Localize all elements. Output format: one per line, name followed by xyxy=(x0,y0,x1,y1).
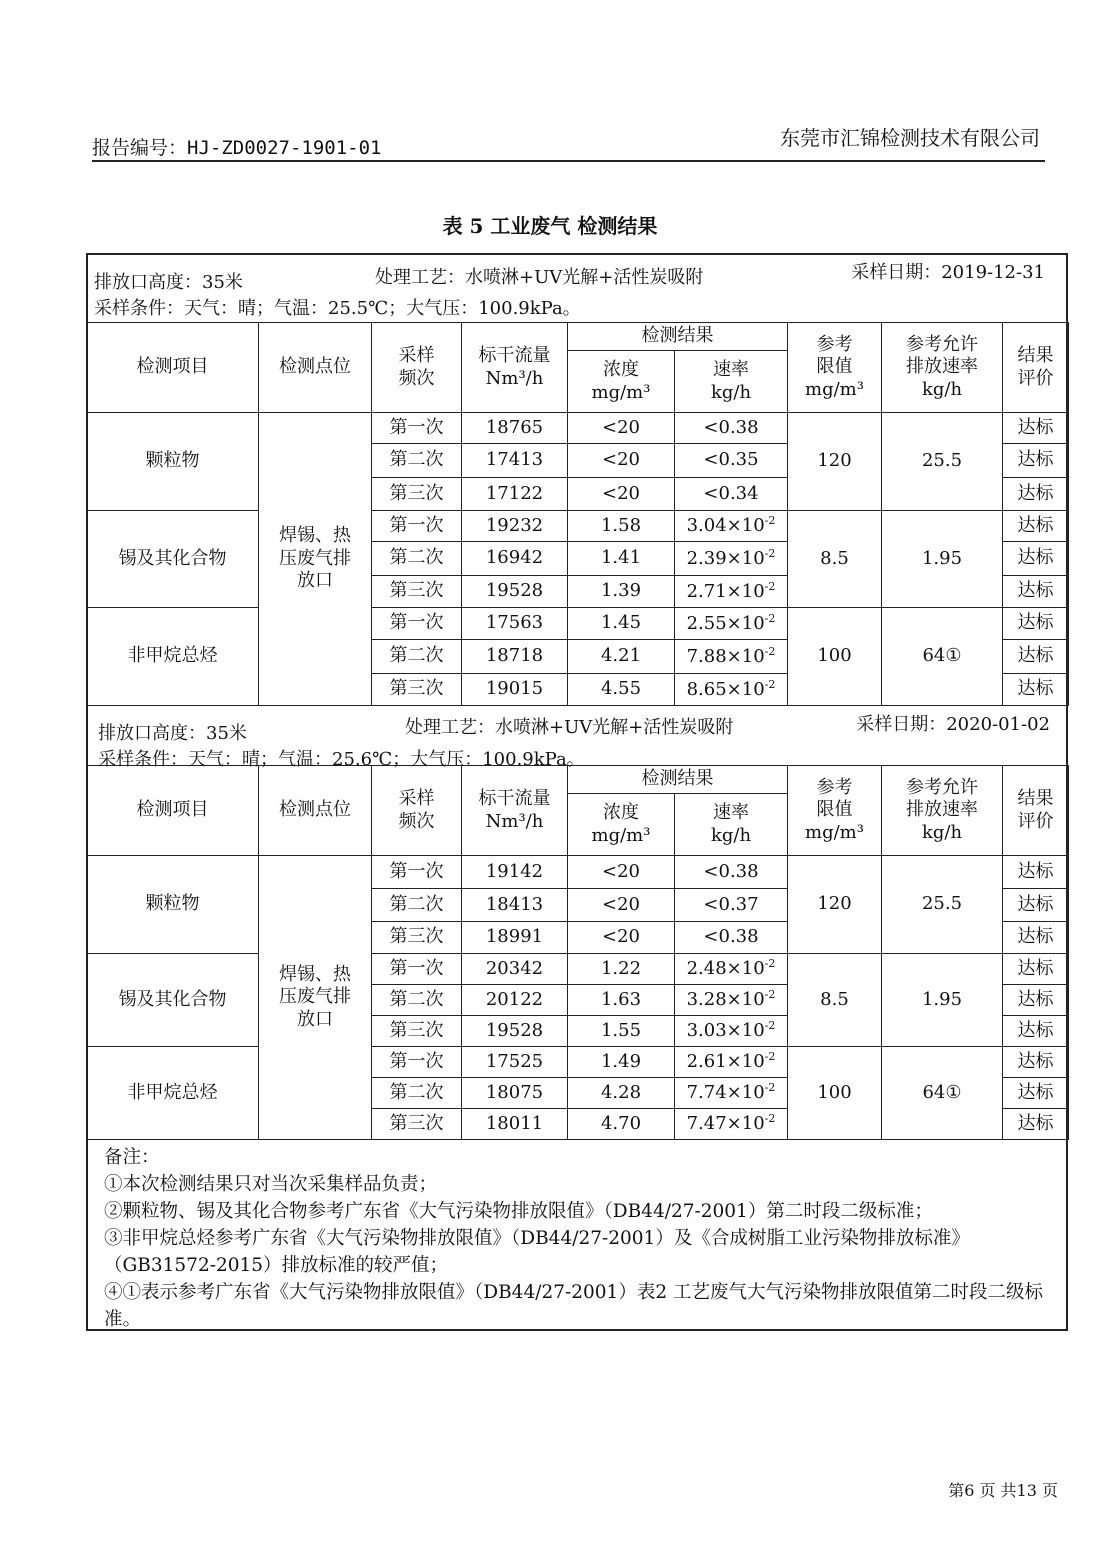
header-text: 采样 xyxy=(398,345,435,366)
rate-exponent: -2 xyxy=(764,644,776,658)
header-unit: kg/h xyxy=(921,821,963,843)
flow-value: 17122 xyxy=(462,478,568,511)
sampling-frequency: 第二次 xyxy=(372,444,462,478)
outlet-height: 排放口高度：35米 xyxy=(94,272,243,293)
rate-value: $7.74\times 10^{-2}$ xyxy=(675,1078,788,1109)
flow-value: 17413 xyxy=(462,444,568,478)
results-table-2 xyxy=(86,765,1069,1140)
rate-value: <0.38 xyxy=(675,413,788,444)
sampling-frequency: 第二次 xyxy=(372,542,462,576)
rate-exponent: -2 xyxy=(764,546,776,560)
sampling-frequency: 第二次 xyxy=(372,640,462,674)
col-header-flow xyxy=(462,766,568,856)
header-unit: Nm³/h xyxy=(485,367,544,389)
rate-limit: 1.95 xyxy=(882,511,1003,608)
flow-value: 18765 xyxy=(462,413,568,444)
table-row xyxy=(87,511,1069,542)
sampling-point: 焊锡、热压废气排放口 xyxy=(259,856,372,1140)
flow-value: 19142 xyxy=(462,856,568,889)
rate-limit: 64① xyxy=(882,608,1003,706)
evaluation-result: 达标 xyxy=(1003,542,1069,576)
rate-exponent: -2 xyxy=(764,1112,776,1126)
table-row xyxy=(87,608,1069,640)
rate-value: $2.55\times 10^{-2}$ xyxy=(675,608,788,640)
evaluation-result: 达标 xyxy=(1003,511,1069,542)
header-unit: mg/m³ xyxy=(805,821,864,843)
evaluation-result: 达标 xyxy=(1003,922,1069,954)
rate-value: $2.48\times 10^{-2}$ xyxy=(675,954,788,985)
concentration-value: 1.55 xyxy=(568,1016,675,1047)
header-unit: kg/h xyxy=(710,824,752,846)
col-header-concentration xyxy=(568,794,675,856)
flow-value: 18991 xyxy=(462,922,568,954)
header-unit: kg/h xyxy=(710,381,752,403)
concentration-value: 1.49 xyxy=(568,1047,675,1078)
table-row xyxy=(87,856,1069,889)
header-unit: mg/m³ xyxy=(591,824,651,846)
rate-limit: 25.5 xyxy=(882,856,1003,954)
note-item: ④①表示参考广东省《大气污染物排放限值》（DB44/27-2001）表2 工艺废气大气污染物排放限值第二时段二级标准。 xyxy=(104,1282,1043,1330)
report-number: 报告编号：HJ-ZD0027-1901-01 xyxy=(92,137,382,159)
header-unit: mg/m³ xyxy=(805,378,864,400)
results-table-1 xyxy=(86,322,1069,706)
rate-value: <0.34 xyxy=(675,478,788,511)
evaluation-result: 达标 xyxy=(1003,985,1069,1016)
concentration-value: 1.63 xyxy=(568,985,675,1016)
col-header-result: 检测结果 xyxy=(568,323,788,351)
concentration-value: 4.28 xyxy=(568,1078,675,1109)
header-unit: kg/h xyxy=(921,378,963,400)
col-header-evaluation xyxy=(1003,323,1069,413)
notes xyxy=(104,1144,1054,1333)
header-text: 浓度 xyxy=(603,359,639,380)
concentration-value: <20 xyxy=(568,889,675,922)
rate-value: $7.47\times 10^{-2}$ xyxy=(675,1109,788,1140)
pollutant-name: 非甲烷总烃 xyxy=(87,608,259,706)
sampling-frequency: 第一次 xyxy=(372,1047,462,1078)
header-unit: mg/m³ xyxy=(591,381,651,403)
pollutant-name: 非甲烷总烃 xyxy=(87,1047,259,1140)
flow-value: 18011 xyxy=(462,1109,568,1140)
evaluation-result: 达标 xyxy=(1003,640,1069,674)
col-header-evaluation xyxy=(1003,766,1069,856)
sampling-frequency: 第三次 xyxy=(372,922,462,954)
concentration-value: <20 xyxy=(568,444,675,478)
sampling-frequency: 第一次 xyxy=(372,413,462,444)
flow-value: 16942 xyxy=(462,542,568,576)
evaluation-result: 达标 xyxy=(1003,576,1069,608)
flow-value: 19528 xyxy=(462,576,568,608)
col-header-limit xyxy=(788,323,882,413)
evaluation-result: 达标 xyxy=(1003,478,1069,511)
sampling-frequency: 第三次 xyxy=(372,1109,462,1140)
col-header-point: 检测点位 xyxy=(259,766,372,856)
concentration-value: 4.21 xyxy=(568,640,675,674)
header-text: 参考 xyxy=(816,776,853,798)
col-header-point: 检测点位 xyxy=(259,323,372,413)
evaluation-result: 达标 xyxy=(1003,1047,1069,1078)
concentration-limit: 120 xyxy=(788,413,882,511)
sampling-frequency: 第三次 xyxy=(372,478,462,511)
rate-exponent: -2 xyxy=(764,1081,776,1095)
header-unit: 评价 xyxy=(1017,810,1054,832)
concentration-value: <20 xyxy=(568,413,675,444)
rate-exponent: -2 xyxy=(764,611,776,625)
table-title: 表 5 工业废气 检测结果 xyxy=(442,214,658,238)
sampling-date: 采样日期：2019-12-31 xyxy=(851,262,1045,283)
flow-value: 19232 xyxy=(462,511,568,542)
rate-value: $3.03\times 10^{-2}$ xyxy=(675,1016,788,1047)
concentration-value: 4.55 xyxy=(568,674,675,706)
rate-value: $3.04\times 10^{-2}$ xyxy=(675,511,788,542)
pollutant-name: 颗粒物 xyxy=(87,413,259,511)
col-header-result: 检测结果 xyxy=(568,766,788,794)
rate-value: $2.71\times 10^{-2}$ xyxy=(675,576,788,608)
header-unit: 评价 xyxy=(1017,367,1054,389)
concentration-limit: 100 xyxy=(788,608,882,706)
rate-exponent: -2 xyxy=(764,514,776,528)
concentration-value: <20 xyxy=(568,478,675,511)
table-row xyxy=(87,1047,1069,1078)
concentration-value: 1.39 xyxy=(568,576,675,608)
col-header-item: 检测项目 xyxy=(87,766,259,856)
evaluation-result: 达标 xyxy=(1003,1078,1069,1109)
rate-exponent: -2 xyxy=(764,988,776,1002)
sampling-point: 焊锡、热压废气排放口 xyxy=(259,413,372,706)
rate-value: <0.35 xyxy=(675,444,788,478)
header-text: 标干流量 xyxy=(478,345,551,366)
sampling-frequency: 第二次 xyxy=(372,1078,462,1109)
evaluation-result: 达标 xyxy=(1003,954,1069,985)
page-number: 第6 页 共13 页 xyxy=(948,1481,1058,1500)
rate-limit: 64① xyxy=(882,1047,1003,1140)
concentration-value: 1.58 xyxy=(568,511,675,542)
col-header-flow xyxy=(462,323,568,413)
treatment-process: 处理工艺：水喷淋+UV光解+活性炭吸附 xyxy=(405,717,734,738)
flow-value: 19528 xyxy=(462,1016,568,1047)
header-text: 参考允许 xyxy=(906,333,978,355)
sampling-conditions: 采样条件：天气：晴；气温：25.6℃；大气压：100.9kPa。 xyxy=(98,749,585,770)
rate-value: $7.88\times 10^{-2}$ xyxy=(675,640,788,674)
rate-value: $2.61\times 10^{-2}$ xyxy=(675,1047,788,1078)
company-name: 东莞市汇锦检测技术有限公司 xyxy=(780,126,1040,150)
sampling-frequency: 第二次 xyxy=(372,889,462,922)
col-header-frequency xyxy=(372,766,462,856)
flow-value: 17525 xyxy=(462,1047,568,1078)
flow-value: 18413 xyxy=(462,889,568,922)
flow-value: 18075 xyxy=(462,1078,568,1109)
col-header-item: 检测项目 xyxy=(87,323,259,413)
pollutant-name: 锡及其化合物 xyxy=(87,511,259,608)
flow-value: 19015 xyxy=(462,674,568,706)
sampling-frequency: 第一次 xyxy=(372,954,462,985)
header-unit: 频次 xyxy=(398,367,435,389)
flow-value: 20342 xyxy=(462,954,568,985)
concentration-limit: 8.5 xyxy=(788,511,882,608)
sampling-frequency: 第一次 xyxy=(372,856,462,889)
note-item: ②颗粒物、锡及其化合物参考广东省《大气污染物排放限值》（DB44/27-2001）第二时段二级标准； xyxy=(104,1201,933,1222)
evaluation-result: 达标 xyxy=(1003,1016,1069,1047)
concentration-value: 4.70 xyxy=(568,1109,675,1140)
concentration-value: 1.45 xyxy=(568,608,675,640)
header-text: 参考 xyxy=(816,333,853,355)
concentration-value: 1.22 xyxy=(568,954,675,985)
header-text: 排放速率 xyxy=(906,356,978,378)
sampling-frequency: 第二次 xyxy=(372,985,462,1016)
flow-value: 17563 xyxy=(462,608,568,640)
header-text: 参考允许 xyxy=(906,776,978,798)
header-divider xyxy=(92,160,1045,162)
col-header-frequency xyxy=(372,323,462,413)
col-header-rate xyxy=(675,794,788,856)
note-item: ①本次检测结果只对当次采集样品负责； xyxy=(104,1174,438,1195)
rate-exponent: -2 xyxy=(764,579,776,593)
evaluation-result: 达标 xyxy=(1003,608,1069,640)
table-row xyxy=(87,413,1069,444)
col-header-rate xyxy=(675,351,788,413)
flow-value: 18718 xyxy=(462,640,568,674)
rate-value: <0.38 xyxy=(675,856,788,889)
sampling-date: 采样日期：2020-01-02 xyxy=(856,714,1050,735)
notes-title: 备注： xyxy=(104,1147,160,1168)
header-text: 限值 xyxy=(816,356,853,378)
col-header-limit xyxy=(788,766,882,856)
header-text: 采样 xyxy=(398,788,435,809)
evaluation-result: 达标 xyxy=(1003,889,1069,922)
treatment-process: 处理工艺：水喷淋+UV光解+活性炭吸附 xyxy=(375,267,704,288)
header-text: 浓度 xyxy=(603,802,639,823)
header-text: 速率 xyxy=(713,802,749,823)
header-unit: Nm³/h xyxy=(485,810,544,832)
header-text: 排放速率 xyxy=(906,799,978,821)
col-header-rate-limit xyxy=(882,323,1003,413)
header-unit: 频次 xyxy=(398,810,435,832)
sampling-frequency: 第三次 xyxy=(372,576,462,608)
evaluation-result: 达标 xyxy=(1003,413,1069,444)
rate-value: $8.65\times 10^{-2}$ xyxy=(675,674,788,706)
outlet-height: 排放口高度：35米 xyxy=(98,723,247,744)
rate-exponent: -2 xyxy=(764,1050,776,1064)
sampling-frequency: 第一次 xyxy=(372,608,462,640)
header-text: 结果 xyxy=(1017,788,1054,809)
evaluation-result: 达标 xyxy=(1003,1109,1069,1140)
evaluation-result: 达标 xyxy=(1003,674,1069,706)
rate-value: $2.39\times 10^{-2}$ xyxy=(675,542,788,576)
header-text: 标干流量 xyxy=(478,788,551,809)
rate-exponent: -2 xyxy=(764,1019,776,1033)
rate-limit: 25.5 xyxy=(882,413,1003,511)
rate-exponent: -2 xyxy=(764,957,776,971)
concentration-limit: 100 xyxy=(788,1047,882,1140)
concentration-value: <20 xyxy=(568,922,675,954)
concentration-value: 1.41 xyxy=(568,542,675,576)
header-text: 结果 xyxy=(1017,345,1054,366)
rate-value: $3.28\times 10^{-2}$ xyxy=(675,985,788,1016)
concentration-limit: 8.5 xyxy=(788,954,882,1047)
sampling-frequency: 第一次 xyxy=(372,511,462,542)
col-header-concentration xyxy=(568,351,675,413)
header-text: 速率 xyxy=(713,359,749,380)
evaluation-result: 达标 xyxy=(1003,856,1069,889)
evaluation-result: 达标 xyxy=(1003,444,1069,478)
table-row xyxy=(87,954,1069,985)
flow-value: 20122 xyxy=(462,985,568,1016)
concentration-limit: 120 xyxy=(788,856,882,954)
rate-exponent: -2 xyxy=(764,677,776,691)
pollutant-name: 颗粒物 xyxy=(87,856,259,954)
rate-limit: 1.95 xyxy=(882,954,1003,1047)
sampling-frequency: 第三次 xyxy=(372,674,462,706)
note-item: ③非甲烷总烃参考广东省《大气污染物排放限值》（DB44/27-2001）及《合成树脂工业污染物排放标准》（GB31572-2015）排放标准的较严值； xyxy=(104,1228,970,1276)
header-text: 限值 xyxy=(816,799,853,821)
concentration-value: <20 xyxy=(568,856,675,889)
pollutant-name: 锡及其化合物 xyxy=(87,954,259,1047)
rate-value: <0.37 xyxy=(675,889,788,922)
sampling-conditions: 采样条件：天气：晴；气温：25.5℃；大气压：100.9kPa。 xyxy=(94,298,581,319)
rate-value: <0.38 xyxy=(675,922,788,954)
sampling-frequency: 第三次 xyxy=(372,1016,462,1047)
col-header-rate-limit xyxy=(882,766,1003,856)
